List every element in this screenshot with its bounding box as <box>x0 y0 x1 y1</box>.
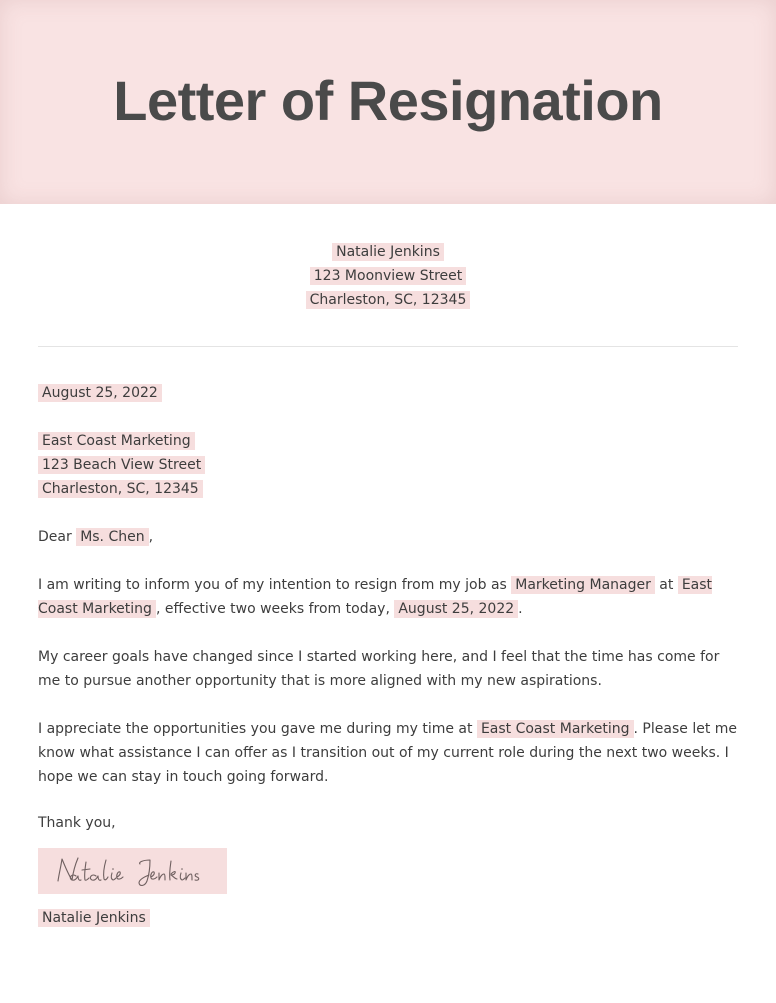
signer-name-block <box>38 906 738 930</box>
company-name: East Coast Marketing <box>38 577 713 617</box>
paragraph-career-goals: My career goals have changed since I started working here, and I feel that the time has come for me to pursue another opportunity that is more aligned with my new aspirations. <box>38 649 720 689</box>
page-title: Letter of Resignation <box>113 69 663 132</box>
paragraph1-text-2: at <box>654 577 678 593</box>
salutation-suffix: , <box>148 529 154 545</box>
paragraph3-text-1: I appreciate the opportunities you gave me during my time at <box>38 721 477 737</box>
signature <box>38 848 227 894</box>
paragraph-appreciation <box>38 717 738 789</box>
paragraph1-text-1: I am writing to inform you of my intention to resign from my job as <box>38 577 512 593</box>
position-title: Marketing Manager <box>511 576 655 594</box>
recipient-city: Charleston, SC, 12345 <box>38 480 203 498</box>
paragraph1-text-3: , effective two weeks from today, <box>155 601 395 617</box>
company-name: East Coast Marketing <box>477 720 634 738</box>
salutation-name: Ms. Chen <box>76 528 148 546</box>
effective-date: August 25, 2022 <box>394 600 518 618</box>
recipient-company: East Coast Marketing <box>38 432 195 450</box>
letter-date-block <box>38 381 738 405</box>
letter-date: August 25, 2022 <box>38 384 162 402</box>
signer-name: Natalie Jenkins <box>38 909 150 927</box>
sender-name: Natalie Jenkins <box>332 243 444 261</box>
paragraph1-text-4: . <box>518 601 523 617</box>
sender-city: Charleston, SC, 12345 <box>306 291 471 309</box>
recipient-address <box>38 429 738 501</box>
title-banner <box>0 0 776 204</box>
paragraph-resignation-notice <box>38 573 738 621</box>
sender-street: 123 Moonview Street <box>310 267 466 285</box>
closing: Thank you, <box>38 815 116 831</box>
paragraph3-text-2: . Please let me know what assistance I can offer as I transition out of my current role during the next two weeks. I hope we can stay in touch going forward. <box>38 721 738 785</box>
salutation <box>38 525 738 549</box>
handwritten-signature-icon <box>38 848 227 894</box>
sender-address <box>0 240 776 312</box>
recipient-street: 123 Beach View Street <box>38 456 205 474</box>
section-divider <box>38 346 738 347</box>
salutation-prefix: Dear <box>38 529 77 545</box>
